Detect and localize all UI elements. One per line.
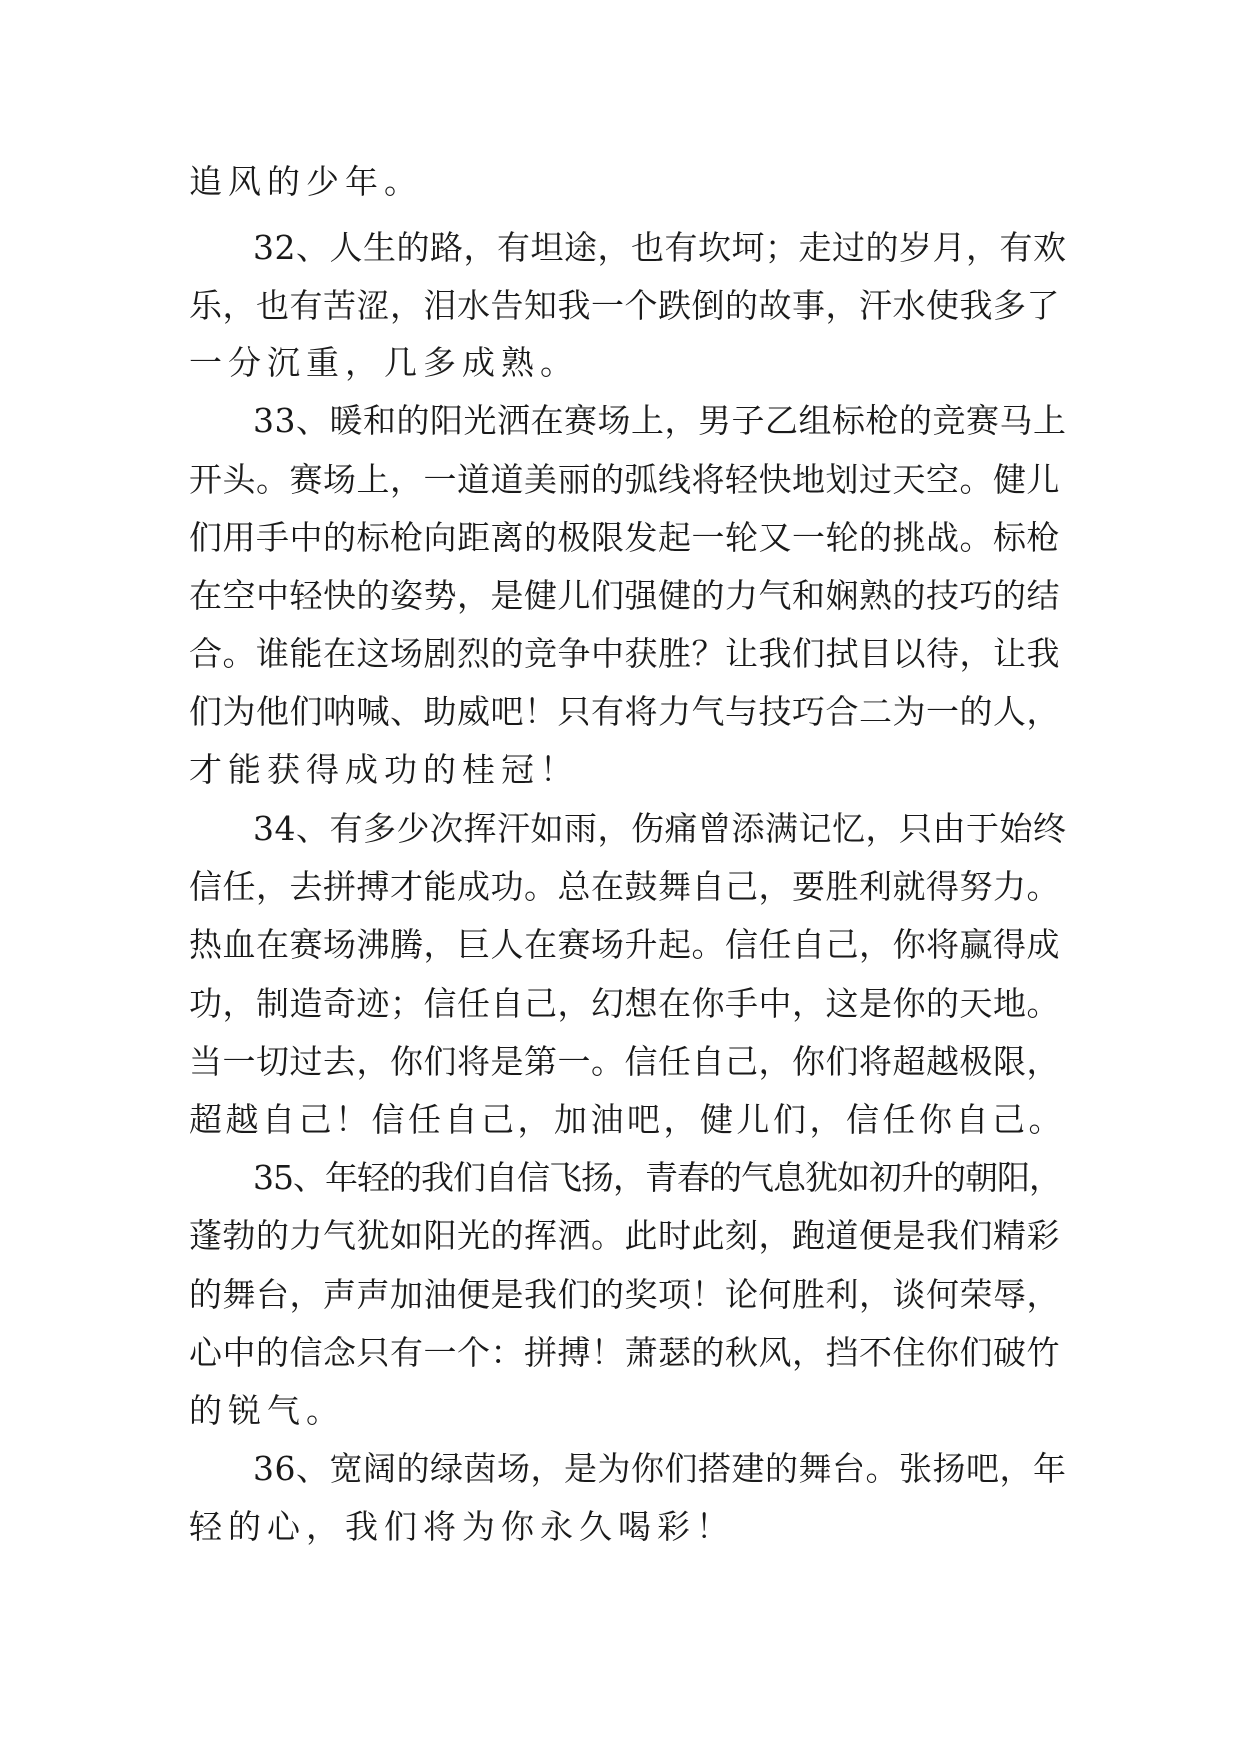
text-line xyxy=(189,162,1241,202)
paragraph-start-line xyxy=(253,1449,1241,1489)
text-line-content: 超越自己！信任自己，加油吧，健儿们，信任你自己。 xyxy=(189,1100,1065,1139)
text-line xyxy=(189,1042,1241,1082)
text-line xyxy=(189,286,1241,326)
text-line-content: 在空中轻快的姿势，是健儿们强健的力气和娴熟的技巧的结 xyxy=(189,576,1060,615)
text-line xyxy=(189,460,1241,500)
text-line-content: 心中的信念只有一个：拼搏！萧瑟的秋风，挡不住你们破竹 xyxy=(189,1333,1060,1372)
text-line xyxy=(189,984,1241,1024)
text-line-content: 功，制造奇迹；信任自己，幻想在你手中，这是你的天地。 xyxy=(189,984,1060,1023)
text-line xyxy=(189,1275,1241,1315)
text-line xyxy=(189,343,1241,383)
paragraph-start-line xyxy=(253,1158,1241,1198)
text-line xyxy=(189,1507,1241,1547)
text-line xyxy=(189,750,1241,790)
text-line xyxy=(189,1216,1241,1256)
text-line-content: 才能获得成功的桂冠！ xyxy=(189,750,579,789)
text-line-content: 35、年轻的我们自信飞扬，青春的气息犹如初升的朝阳， xyxy=(253,1158,1061,1197)
text-line-content: 32、人生的路，有坦途，也有坎坷；走过的岁月，有欢 xyxy=(253,228,1067,267)
text-line-content: 追风的少年。 xyxy=(189,162,423,201)
text-line xyxy=(189,1333,1241,1373)
text-line-content: 一分沉重，几多成熟。 xyxy=(189,343,579,382)
text-line-content: 36、宽阔的绿茵场，是为你们搭建的舞台。张扬吧，年 xyxy=(253,1449,1067,1488)
text-line xyxy=(189,634,1241,674)
text-line-content: 信任，去拼搏才能成功。总在鼓舞自己，要胜利就得努力。 xyxy=(189,867,1060,906)
text-line-content: 热血在赛场沸腾，巨人在赛场升起。信任自己，你将赢得成 xyxy=(189,925,1060,964)
text-line-content: 33、暖和的阳光洒在赛场上，男子乙组标枪的竞赛马上 xyxy=(253,401,1067,440)
text-line xyxy=(189,1391,1241,1431)
text-line xyxy=(189,692,1241,732)
text-line-content: 的锐气。 xyxy=(189,1391,345,1430)
text-line-content: 蓬勃的力气犹如阳光的挥洒。此时此刻，跑道便是我们精彩 xyxy=(189,1216,1060,1255)
paragraph-start-line xyxy=(253,401,1241,441)
text-line-content: 开头。赛场上，一道道美丽的弧线将轻快地划过天空。健儿 xyxy=(189,460,1060,499)
text-line xyxy=(189,518,1241,558)
text-line xyxy=(189,576,1241,616)
text-line-content: 轻的心，我们将为你永久喝彩！ xyxy=(189,1507,735,1546)
text-line-content: 们用手中的标枪向距离的极限发起一轮又一轮的挑战。标枪 xyxy=(189,518,1060,557)
text-line xyxy=(189,867,1241,907)
paragraph-start-line xyxy=(253,228,1241,268)
text-line xyxy=(189,1100,1241,1140)
text-line-content: 乐，也有苦涩，泪水告知我一个跌倒的故事，汗水使我多了 xyxy=(189,286,1060,325)
text-line-content: 34、有多少次挥汗如雨，伤痛曾添满记忆，只由于始终 xyxy=(253,809,1067,848)
text-line-content: 合。谁能在这场剧烈的竞争中获胜？让我们拭目以待，让我 xyxy=(189,634,1060,673)
text-line-content: 当一切过去，你们将是第一。信任自己，你们将超越极限， xyxy=(189,1042,1060,1081)
paragraph-start-line xyxy=(253,809,1241,849)
text-line-content: 的舞台，声声加油便是我们的奖项！论何胜利，谈何荣辱， xyxy=(189,1275,1060,1314)
text-line xyxy=(189,925,1241,965)
text-line-content: 们为他们呐喊、助威吧！只有将力气与技巧合二为一的人， xyxy=(189,692,1060,731)
